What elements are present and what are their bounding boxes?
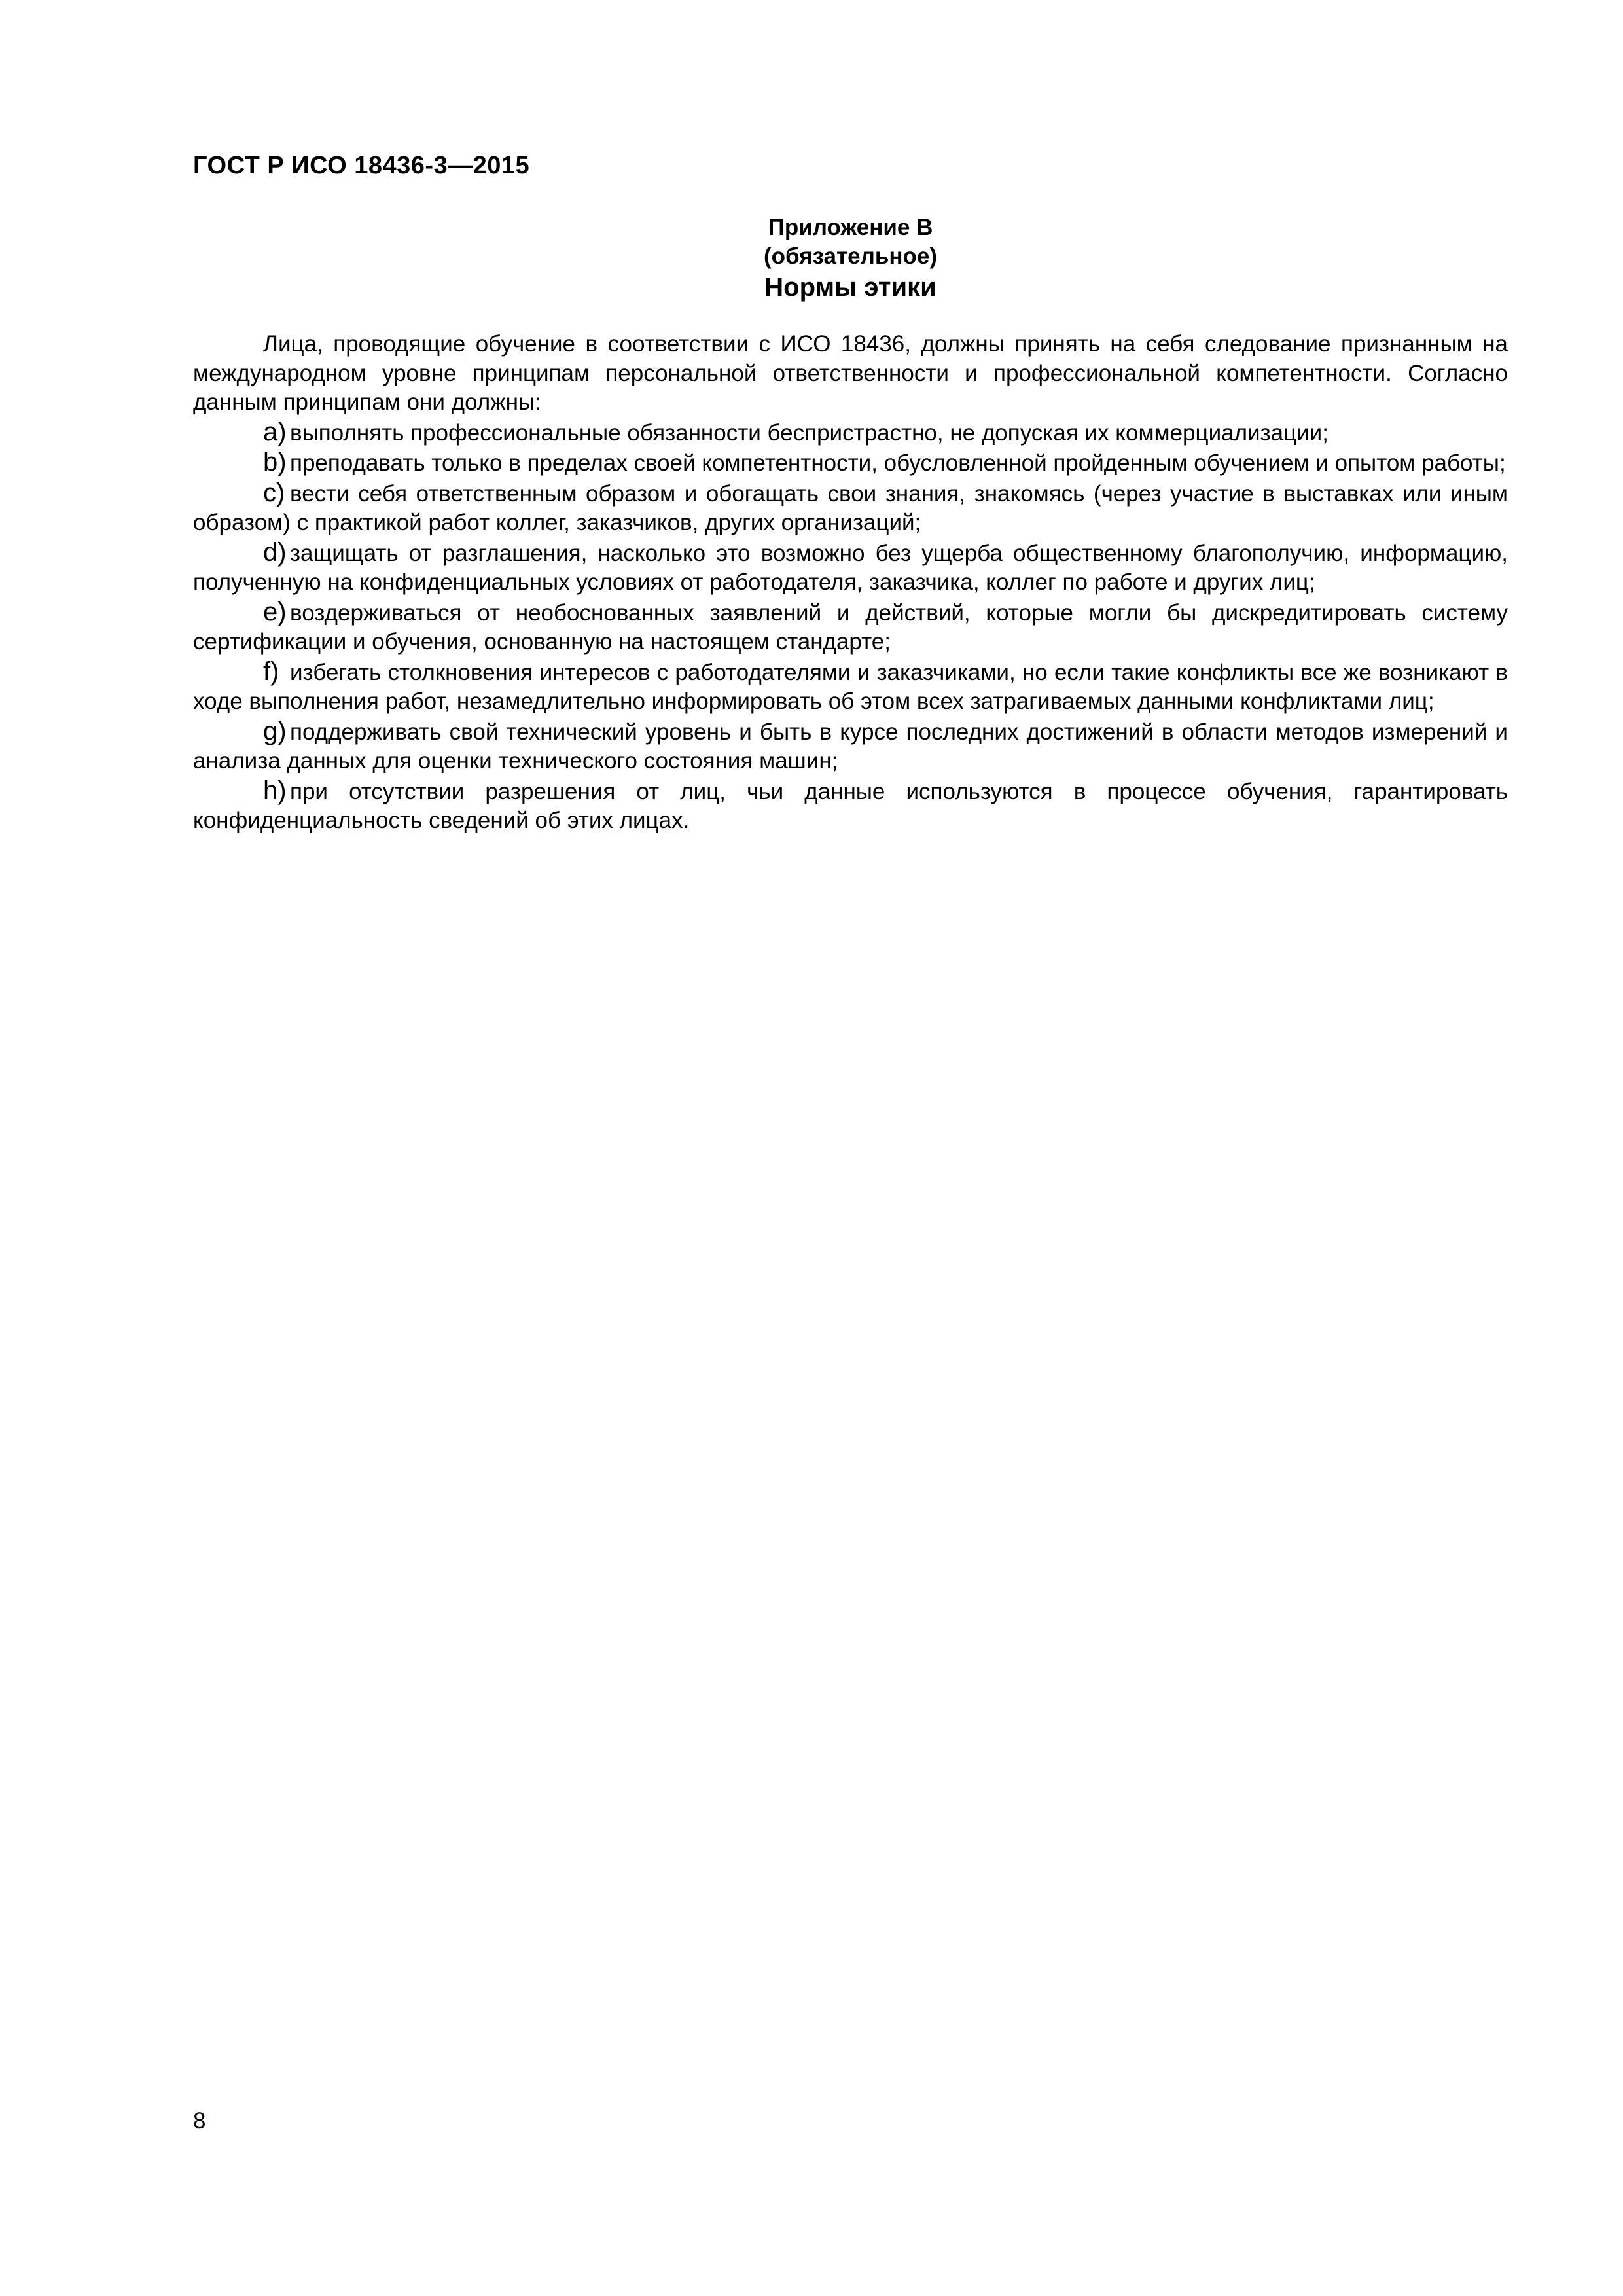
list-marker: c) <box>263 478 285 507</box>
list-marker: e) <box>263 597 287 626</box>
list-item-h <box>193 776 1508 836</box>
list-marker: g) <box>263 716 287 745</box>
standard-designation: ГОСТ Р ИСО 18436-3—2015 <box>193 152 530 179</box>
list-item-text: избегать столкновения интересов с работодателями и заказчиками, но если такие конфликты все же возникают в ходе выполнения работ, незамедлительно информировать об этом всех затрагиваемых данными конфликтами лиц; <box>193 659 1508 714</box>
annex-status: (обязательное) <box>763 243 937 269</box>
intro-paragraph: Лица, проводящие обучение в соответствии с ИСО 18436, должны принять на себя следование признанным на международном уровне принципам персональной ответственности и профессиональной компетентности. Согласно данным принципам они должны: <box>193 331 1508 415</box>
list-item-text: поддерживать свой технический уровень и быть в курсе последних достижений в области методов измерений и анализа данных для оценки технического состояния машин; <box>193 719 1508 774</box>
list-item-d <box>193 538 1508 598</box>
list-item-f <box>193 657 1508 717</box>
page-number: 8 <box>193 2108 206 2134</box>
body-text <box>193 330 1508 836</box>
list-item-text: при отсутствии разрешения от лиц, чьи данные используются в процессе обучения, гарантировать конфиденциальность сведений об этих лицах. <box>193 778 1508 833</box>
list-item-text: защищать от разглашения, насколько это возможно без ущерба общественному благополучию, информацию, полученную на конфиденциальных условиях от работодателя, заказчика, коллег по работе и других лиц; <box>193 540 1508 595</box>
list-item-e <box>193 598 1508 657</box>
list-marker: b) <box>263 448 287 476</box>
list-item-c <box>193 478 1508 538</box>
list-item-text: вести себя ответственным образом и обогащать свои знания, знакомясь (через участие в выставках или иным образом) с практикой работ коллег, заказчиков, других организаций; <box>193 480 1508 535</box>
list-item-b <box>193 448 1508 478</box>
list-item-text: преподавать только в пределах своей компетентности, обусловленной пройденным обучением и опытом работы; <box>290 450 1506 476</box>
list-marker: a) <box>263 417 287 446</box>
list-marker: d) <box>263 537 287 567</box>
list-item-g <box>193 717 1508 776</box>
annex-label: Приложение В <box>768 215 933 240</box>
annex-heading <box>193 213 1508 304</box>
list-item-text: выполнять профессиональные обязанности беспристрастно, не допуская их коммерциализации; <box>290 420 1329 446</box>
list-item-text: воздерживаться от необоснованных заявлений и действий, которые могли бы дискредитировать систему сертификации и обучения, основанную на настоящем стандарте; <box>193 600 1508 655</box>
list-marker: f) <box>263 656 279 686</box>
list-item-a <box>193 418 1508 448</box>
annex-title: Нормы этики <box>764 273 936 302</box>
list-marker: h) <box>263 776 287 805</box>
